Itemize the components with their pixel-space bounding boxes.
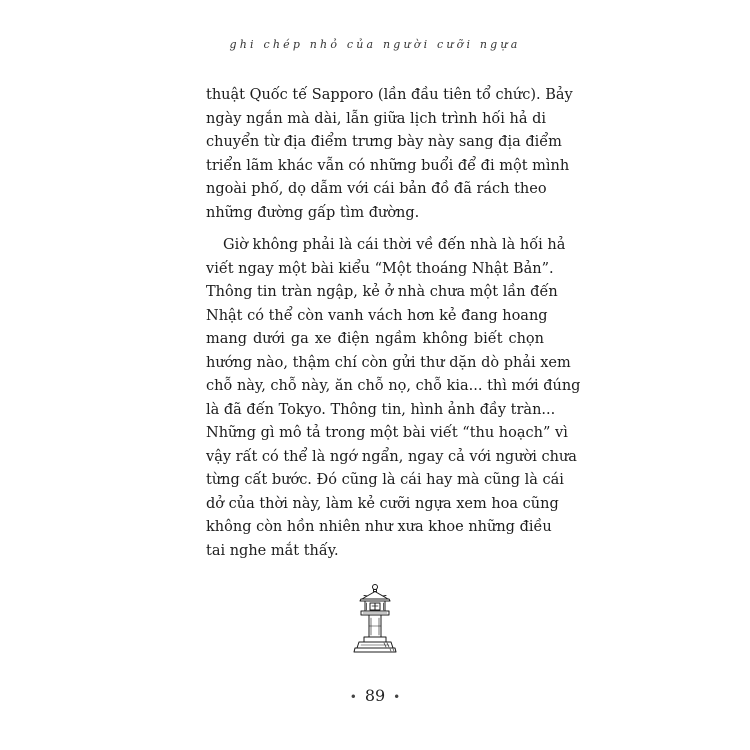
text-line: Nhật có thể còn vanh vách hơn kẻ đang hoang <box>206 307 548 324</box>
text-line: là đã đến Tokyo. Thông tin, hình ảnh đầy tràn... <box>206 401 556 418</box>
text-line: triển lãm khác vẫn có những buổi để đi một mình <box>206 157 570 174</box>
text-line: Giờ không phải là cái thời về đến nhà là hối hả <box>223 237 566 253</box>
page-footer <box>0 686 750 705</box>
text-line: dở của thời này, làm kẻ cưỡi ngựa xem hoa cũng <box>206 495 559 512</box>
text-line: viết ngay một bài kiểu “Một thoáng Nhật Bản”. <box>206 260 554 277</box>
ornament-right: • <box>393 689 401 704</box>
text-line: tai nghe mắt thấy. <box>206 542 339 559</box>
body-text <box>206 84 581 563</box>
running-header: ghi chép nhỏ của người cưỡi ngựa <box>229 38 521 51</box>
text-line: mang dưới ga xe điện ngầm không biết chọn <box>206 331 544 347</box>
text-line: thuật Quốc tế Sapporo (lần đầu tiên tổ chức). Bảy <box>206 87 573 103</box>
text-line: Thông tin tràn ngập, kẻ ở nhà chưa một lần đến <box>206 284 558 300</box>
stone-lantern-icon <box>349 582 401 656</box>
text-line: chuyển từ địa điểm trưng bày này sang địa điểm <box>206 134 562 150</box>
text-line: vậy rất có thể là ngớ ngẩn, ngay cả với người chưa <box>206 448 577 465</box>
page-number: 89 <box>364 686 386 705</box>
text-line: hướng nào, thậm chí còn gửi thư dặn dò phải xem <box>206 354 571 371</box>
text-line: từng cất bước. Đó cũng là cái hay mà cũng là cái <box>206 472 564 488</box>
text-line: ngày ngắn mà dài, lẫn giữa lịch trình hối hả di <box>206 110 547 127</box>
text-line: Những gì mô tả trong một bài viết “thu hoạch” vì <box>206 425 568 441</box>
text-line: ngoài phố, dọ dẫm với cái bản đồ đã rách theo <box>206 181 547 197</box>
text-line: những đường gấp tìm đường. <box>206 204 420 221</box>
text-line: chỗ này, chỗ này, ăn chỗ nọ, chỗ kia... thì mới đúng <box>206 378 581 394</box>
ornament-left: • <box>349 689 357 704</box>
paragraph-spacer <box>206 225 544 234</box>
paragraph-2 <box>206 234 581 563</box>
paragraph-1 <box>206 84 573 225</box>
text-line: không còn hồn nhiên như xưa khoe những điều <box>206 519 552 535</box>
